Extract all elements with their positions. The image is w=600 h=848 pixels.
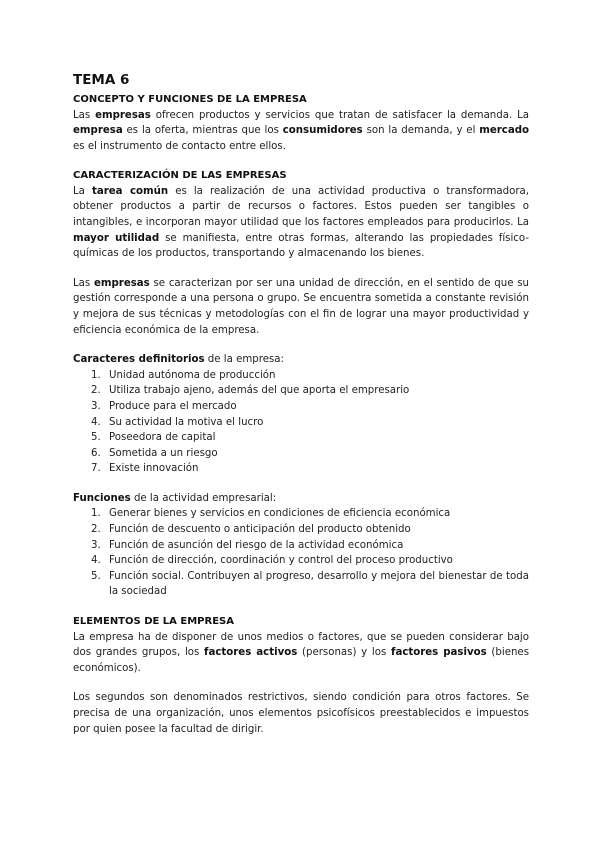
tema-title: TEMA 6	[73, 72, 130, 88]
text-run: La empresa ha de disponer de unos medios o factores, que se pueden considerar bajo dos grandes grupos, los	[73, 631, 529, 659]
list-item-text: Función de dirección, coordinación y control del proceso productivo	[109, 555, 453, 567]
list-item	[73, 368, 529, 384]
list-item-number: 3.	[91, 400, 101, 412]
text-run: es la realización de una actividad productiva o transformadora, obtener productos a partir de recursos o factores. Estos pueden ser tangibles o intangibles, e incorporan mayor utilidad que los factores empleados para producirlos. La	[73, 185, 529, 228]
list-item-text: Función de descuento o anticipación del producto obtenido	[109, 524, 411, 536]
list-item	[73, 522, 529, 538]
bold-term: empresa	[73, 125, 123, 137]
section-heading-elementos: ELEMENTOS DE LA EMPRESA	[73, 616, 234, 628]
list-item	[73, 415, 529, 431]
funciones-list	[73, 506, 529, 600]
text-run: son la demanda, y el	[362, 125, 480, 137]
funciones-intro	[73, 491, 529, 507]
list-item-number: 1.	[91, 508, 101, 520]
section-heading-concepto: CONCEPTO Y FUNCIONES DE LA EMPRESA	[73, 94, 307, 105]
list-item	[73, 383, 529, 399]
text-run: es el instrumento de contacto entre ellos.	[73, 140, 286, 152]
text-run: se caracterizan por ser una unidad de dirección, en el sentido de que su gestión corresponde a una persona o grupo. Se encuentra sometida a constante revisión y mejora de sus técnicas y metodologías con el fin de lograr una mayor productividad y eficiencia económica de la empresa.	[73, 277, 530, 336]
list-item-text: Unidad autónoma de producción	[109, 369, 276, 381]
list-item-number: 5.	[91, 432, 101, 444]
text-run: es la oferta, mientras que los	[122, 125, 283, 137]
bold-term: factores pasivos	[391, 647, 487, 659]
list-item-text: Sometida a un riesgo	[109, 447, 218, 459]
text-run: (bienes económicos).	[73, 647, 530, 674]
text-run: de la actividad empresarial:	[130, 492, 277, 504]
list-item-text: Produce para el mercado	[109, 400, 237, 412]
list-item-number: 6.	[91, 447, 101, 459]
list-item-number: 3.	[91, 539, 101, 551]
text-run: de la empresa:	[204, 354, 284, 366]
paragraph-tarea-comun	[73, 184, 529, 262]
list-item	[73, 569, 529, 600]
text-run: (personas) y los	[297, 647, 392, 659]
list-item-text: Poseedora de capital	[109, 432, 216, 444]
document-page	[73, 72, 529, 737]
list-item-text: Generar bienes y servicios en condiciones de eficiencia económica	[109, 508, 451, 520]
text-run: se manifiesta, entre otras formas, alterando las propiedades físico-químicas de los productos, transportando y almacenando los bienes.	[73, 232, 529, 260]
paragraph-restrictivos	[73, 690, 529, 737]
list-item	[73, 538, 529, 554]
section-heading-caracterizacion: CARACTERIZACIÓN DE LAS EMPRESAS	[73, 170, 287, 182]
list-item-text: Función social. Contribuyen al progreso, desarrollo y mejora del bienestar de toda la sociedad	[109, 570, 529, 598]
bold-term: mercado	[479, 125, 530, 137]
text-run: ofrecen productos y servicios que tratan de satisfacer la demanda. La	[150, 109, 529, 121]
list-item	[73, 446, 529, 462]
list-item-number: 2.	[91, 385, 101, 397]
bold-term: tarea común	[92, 185, 169, 197]
list-item-text: Función de asunción del riesgo de la actividad económica	[109, 539, 404, 551]
bold-term: Caracteres definitorios	[73, 354, 205, 366]
bold-term: Funciones	[73, 492, 131, 504]
list-item	[73, 553, 529, 569]
list-item-number: 4.	[91, 555, 101, 567]
paragraph-empresas-unidad	[73, 276, 529, 338]
list-item-number: 1.	[91, 369, 101, 381]
paragraph-concepto	[73, 108, 529, 155]
paragraph-factores	[73, 630, 529, 677]
list-item-number: 5.	[91, 570, 101, 582]
list-item-text: Su actividad la motiva el lucro	[109, 416, 264, 428]
list-item	[73, 399, 529, 415]
text-run: Las	[73, 277, 94, 289]
list-item-number: 2.	[91, 524, 101, 536]
text-run: La	[73, 185, 92, 197]
list-item-text: Existe innovación	[109, 463, 199, 475]
text-run: Los segundos son denominados restrictivos, siendo condición para otros factores. Se precisa de una organización, unos elementos psicofísicos preestablecidos e impuestos por quien posee la facultad de dirigir.	[73, 692, 529, 735]
caracteres-list	[73, 368, 529, 477]
bold-term: mayor utilidad	[73, 232, 160, 244]
bold-term: empresas	[95, 109, 151, 121]
list-item	[73, 461, 529, 477]
bold-term: empresas	[93, 277, 150, 289]
list-item	[73, 506, 529, 522]
bold-term: factores activos	[204, 647, 298, 659]
bold-term: consumidores	[282, 125, 363, 137]
text-run: Las	[73, 109, 96, 121]
list-item-number: 7.	[91, 463, 101, 475]
list-item-text: Utiliza trabajo ajeno, además del que aporta el empresario	[109, 385, 410, 397]
list-item-number: 4.	[91, 416, 101, 428]
caracteres-intro	[73, 352, 529, 368]
list-item	[73, 430, 529, 446]
